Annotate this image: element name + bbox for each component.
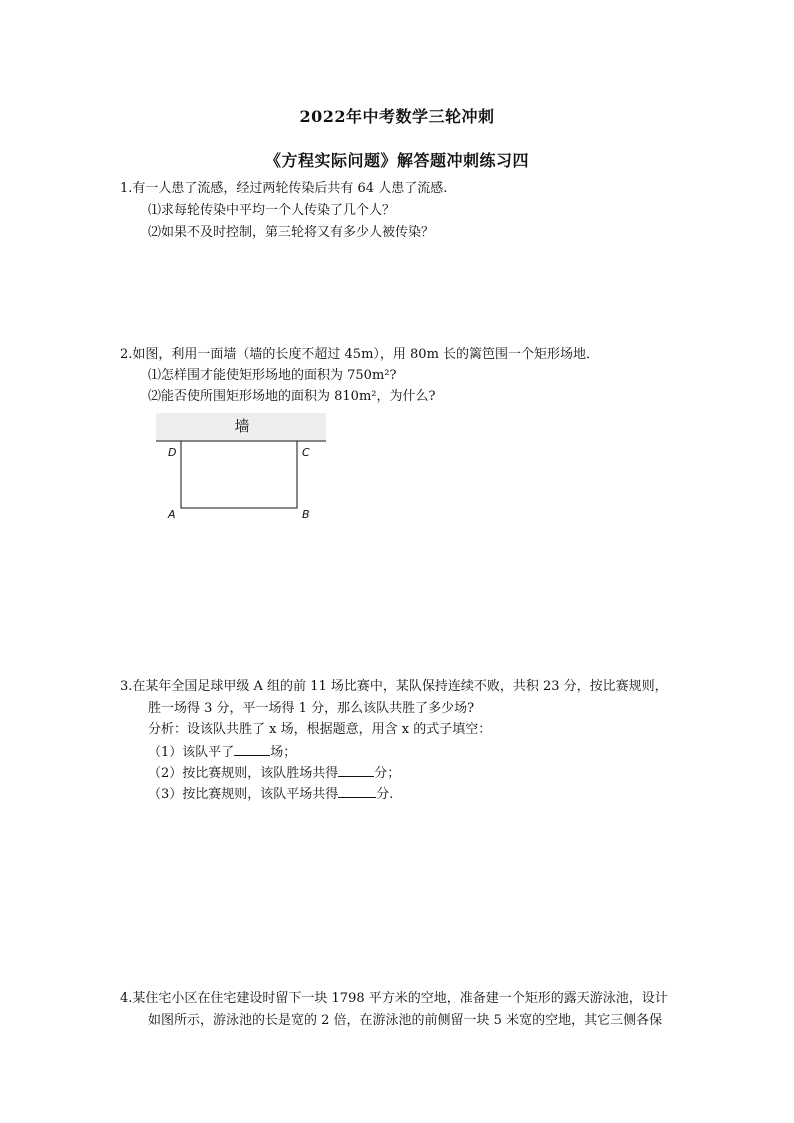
q3-part2 <box>148 763 400 783</box>
page-title: 2022年中考数学三轮冲刺 <box>299 107 495 126</box>
q3-stem-line1: 3.在某年全国足球甲级 A 组的前 11 场比赛中，某队保持连续不败，共积 23 分，按比赛规则， <box>120 679 668 694</box>
q2-part2: ⑵能否使所围矩形场地的面积为 810m²，为什么? <box>148 389 436 404</box>
point-d-label: D <box>168 446 177 459</box>
q2-stem: 2.如图，利用一面墙（墙的长度不超过 45m），用 80m 长的篱笆围一个矩形场地． <box>120 347 600 362</box>
point-c-label: C <box>302 446 310 459</box>
q1-part2: ⑵如果不及时控制，第三轮将又有多少人被传染？ <box>148 225 435 240</box>
q3-part3-prefix: （3）按比赛规则，该队平场共得 <box>148 787 339 802</box>
q3-part3 <box>148 784 393 804</box>
q3-part2-suffix: 分； <box>374 766 401 781</box>
q3-analysis: 分析：设该队共胜了 x 场，根据题意，用含 x 的式子填空： <box>148 722 492 737</box>
q1-stem: 1.有一人患了流感，经过两轮传染后共有 64 人患了流感. <box>120 181 448 196</box>
page-subtitle: 《方程实际问题》解答题冲刺练习四 <box>264 151 529 170</box>
q3-part3-suffix: 分. <box>376 787 394 802</box>
q4-line2: 如图所示，游泳池的长是宽的 2 倍，在游泳池的前侧留一块 5 米宽的空地，其它三侧各保 <box>148 1013 663 1028</box>
fence-rectangle <box>181 441 297 508</box>
q4-line1: 4.某住宅小区在住宅建设时留下一块 1798 平方米的空地，准备建一个矩形的露天游泳池，设计 <box>120 991 668 1006</box>
q3-part2-blank <box>338 763 374 777</box>
q3-part1 <box>148 742 296 762</box>
q3-part3-blank <box>338 784 376 798</box>
q2-part1: ⑴怎样围才能使矩形场地的面积为 750m²? <box>148 368 397 383</box>
q3-part1-blank <box>234 742 270 756</box>
wall-rectangle-figure <box>150 410 340 525</box>
q3-part1-suffix: 场； <box>270 745 297 760</box>
q3-part1-prefix: （1）该队平了 <box>148 745 235 760</box>
wall-label: 墙 <box>234 417 250 435</box>
q1-part1: ⑴求每轮传染中平均一个人传染了几个人？ <box>148 203 396 218</box>
point-a-label: A <box>168 508 176 521</box>
q3-part2-prefix: （2）按比赛规则，该队胜场共得 <box>148 766 339 781</box>
point-b-label: B <box>302 508 310 521</box>
q3-stem-line2: 胜一场得 3 分，平一场得 1 分，那么该队共胜了多少场? <box>148 701 475 716</box>
